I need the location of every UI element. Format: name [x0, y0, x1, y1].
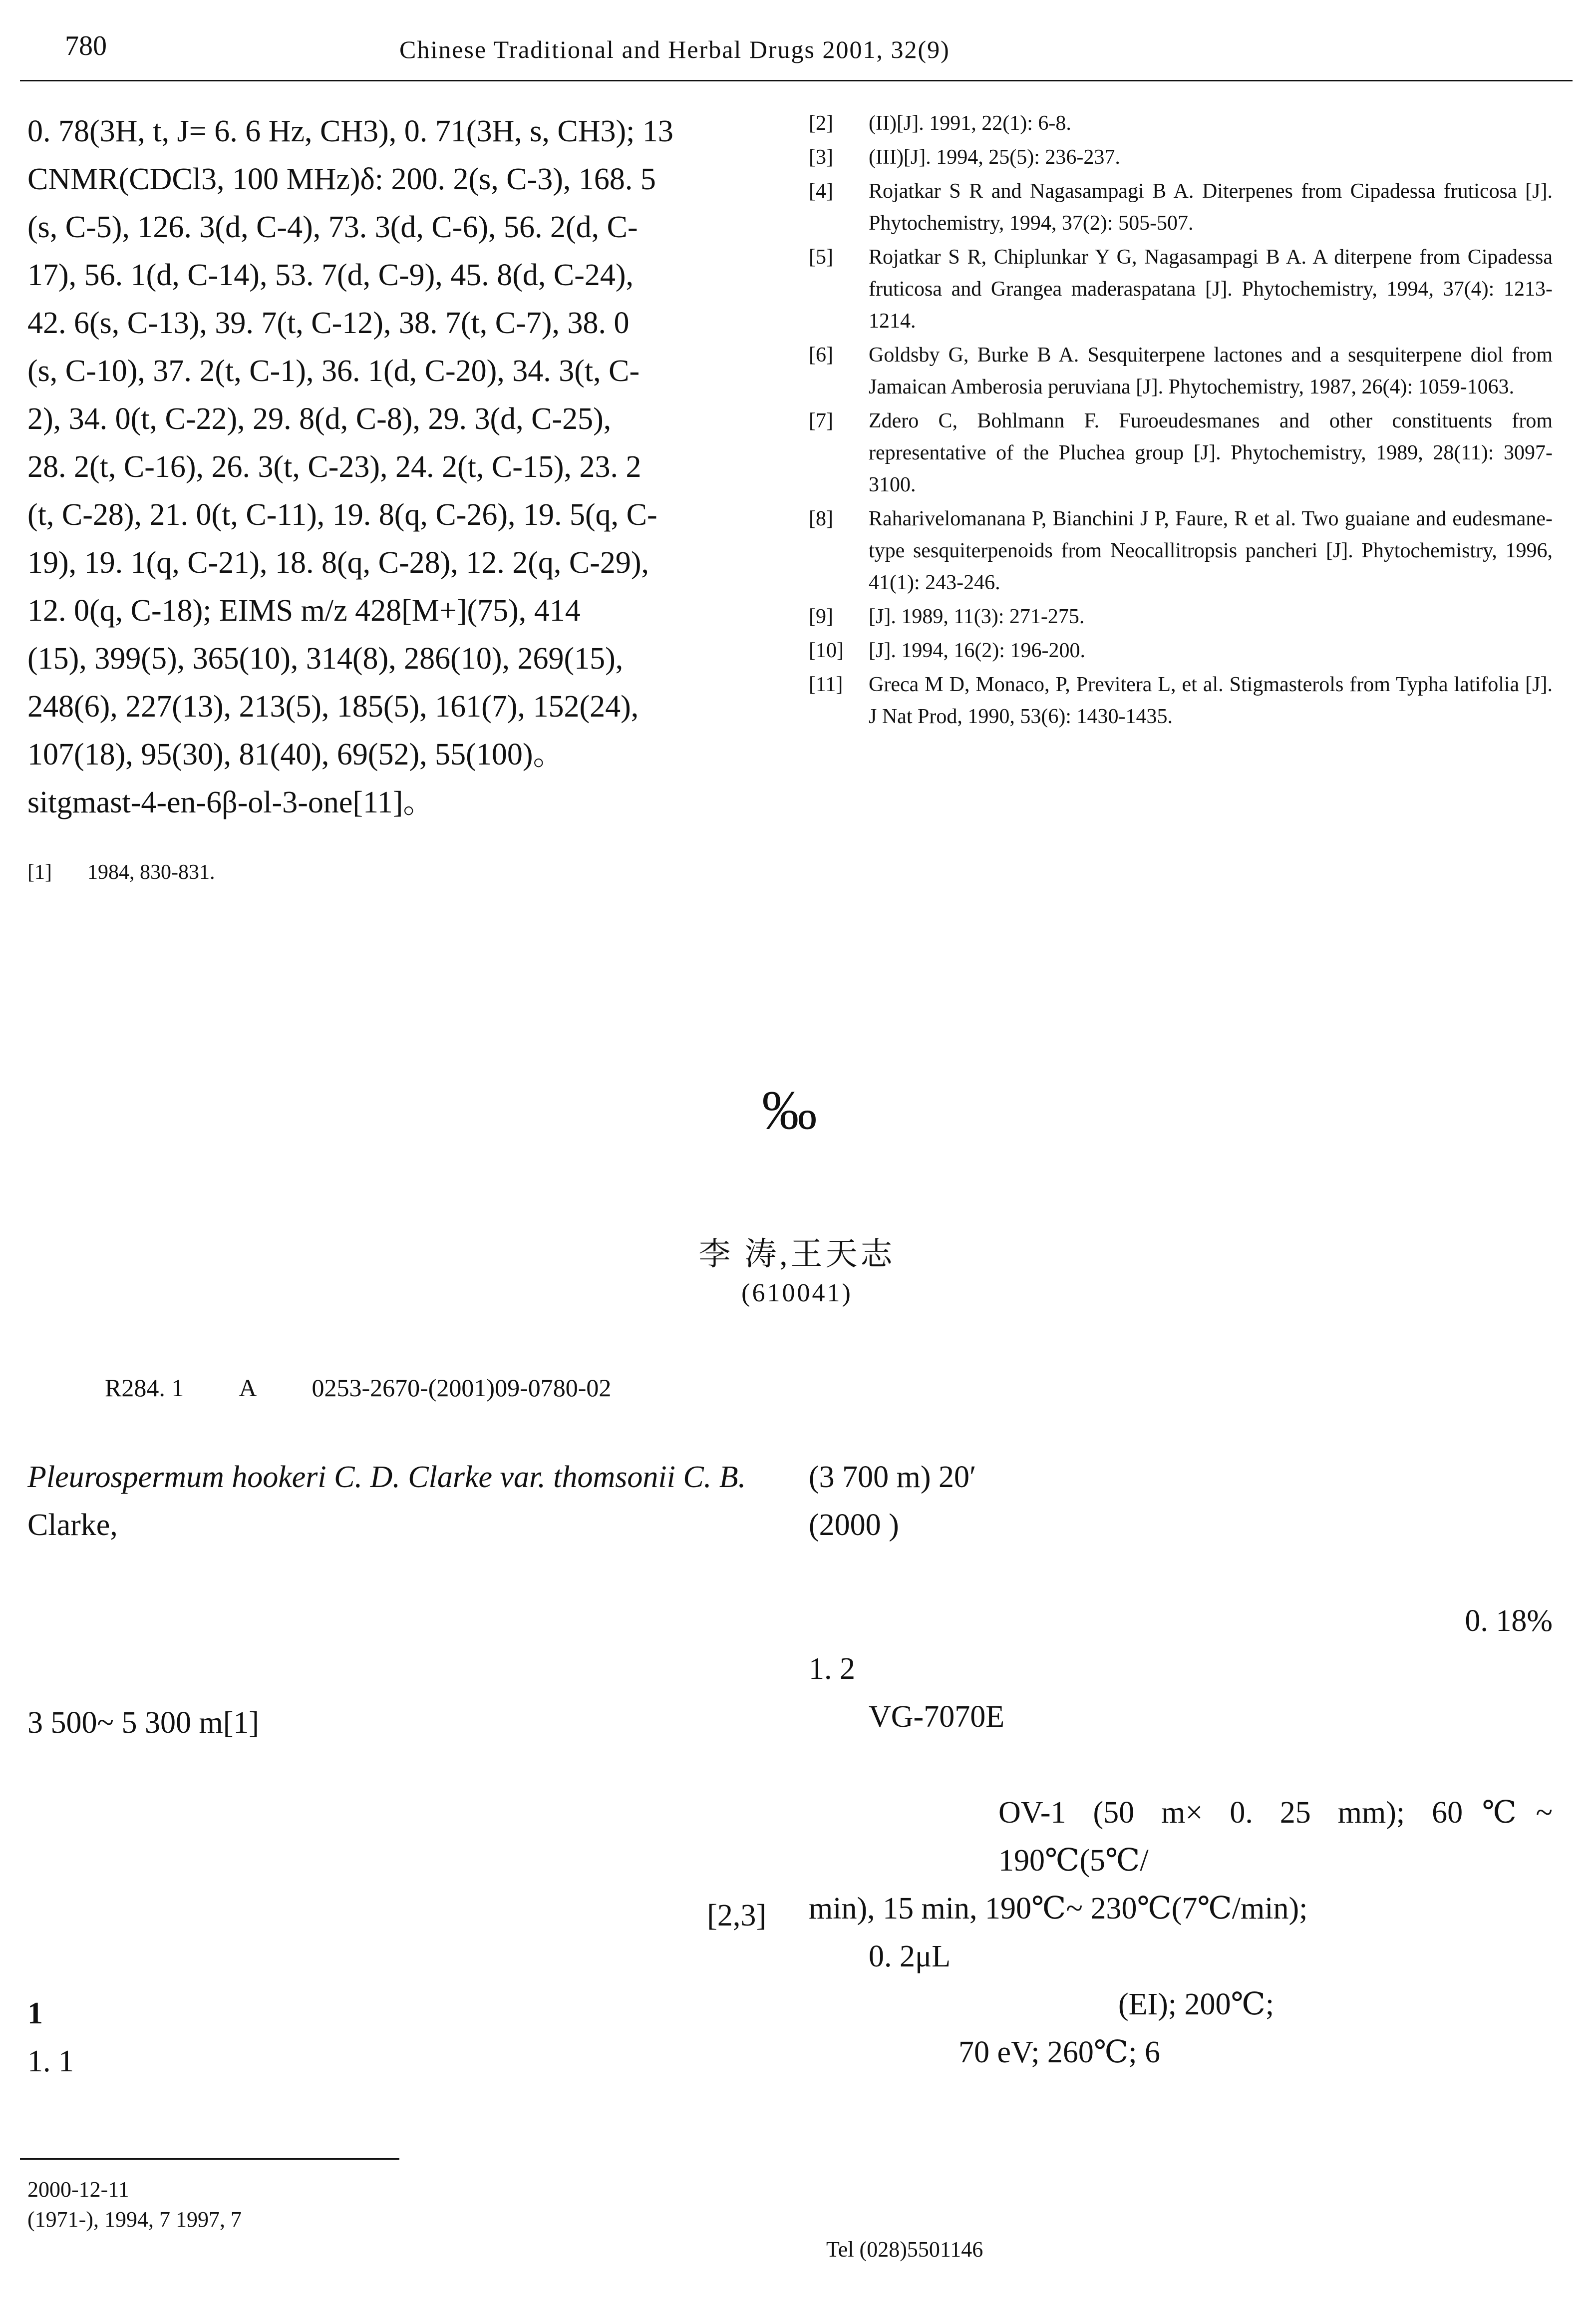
reference-number: [3]: [809, 146, 833, 169]
page-number: 780: [65, 30, 107, 61]
reference-item: [809, 339, 1553, 403]
reference-number: [8]: [809, 507, 833, 530]
footnote-rule: [20, 2158, 399, 2160]
reference-item: [809, 635, 1553, 667]
nmr-line: 19), 19. 1(q, C-21), 18. 8(q, C-28), 12. 2(q, C-29),: [27, 546, 649, 580]
footnote-received: 2000-12-11: [27, 2177, 129, 2202]
running-title: Chinese Traditional and Herbal Drugs 2001, 32(9): [399, 35, 950, 63]
article-authors: 李 涛,王天志: [698, 1236, 896, 1272]
references-right: [809, 107, 1553, 735]
footnote-author-info: (1971-), 1994, 7 1997, 7: [27, 2207, 242, 2232]
article-title: ‰: [762, 1080, 832, 1141]
nmr-line: 12. 0(q, C-18); EIMS m/z 428[M+](75), 414: [27, 594, 581, 628]
nmr-line: 107(18), 95(30), 81(40), 69(52), 55(100)。: [27, 738, 564, 772]
intro-line: Pleurospermum hookeri C. D. Clarke var. thomsonii C. B.: [27, 1460, 746, 1494]
reference-text: 1984, 830-831.: [87, 861, 215, 884]
footnotes: [27, 2175, 1565, 2265]
page-header: [20, 30, 1573, 75]
class-number: R284. 1: [105, 1374, 184, 1402]
reference-number: [1]: [27, 861, 52, 884]
reference-text: (II)[J]. 1991, 22(1): 6-8.: [869, 112, 1071, 135]
reference-text: Rojatkar S R and Nagasampagi B A. Diterpenes from Cipadessa fruticosa [J]. Phytochemistry, 1994, 37(2): 505-507.: [869, 180, 1553, 235]
reference-item: [809, 175, 1553, 239]
intro-line: [2,3]: [707, 1899, 766, 1933]
reference-text: [J]. 1994, 16(2): 196-200.: [869, 639, 1085, 662]
intro-line: min), 15 min, 190℃~ 230℃(7℃/min);: [809, 1892, 1308, 1926]
reference-item: [809, 503, 1553, 599]
nmr-line: (s, C-10), 37. 2(t, C-1), 36. 1(d, C-20), 34. 3(t, C-: [27, 354, 640, 388]
intro-line: (2000 ): [809, 1508, 899, 1542]
reference-number: [9]: [809, 605, 833, 628]
nmr-data-column: [27, 107, 766, 890]
reference-number: [6]: [809, 344, 833, 367]
nmr-line: 0. 78(3H, t, J= 6. 6 Hz, CH3), 0. 71(3H, s, CH3); 13: [27, 114, 673, 148]
reference-item: [809, 141, 1553, 173]
reference-number: [11]: [809, 673, 843, 696]
reference-text: Rojatkar S R, Chiplunkar Y G, Nagasampagi B A. A diterpene from Cipadessa fruticosa and Grangea maderaspatana [J]. Phytochemistry, 1994, 37(4): 1213-1214.: [869, 246, 1553, 333]
nmr-line: sitgmast-4-en-6β-ol-3-one[11]。: [27, 785, 434, 819]
intro-line: (EI); 200℃;: [1118, 1987, 1275, 2021]
references-left: [27, 856, 766, 888]
intro-line: OV-1 (50 m× 0. 25 mm); 60℃~ 190℃(5℃/: [998, 1796, 1553, 1878]
nmr-line: (s, C-5), 126. 3(d, C-4), 73. 3(d, C-6), 56. 2(d, C-: [27, 210, 638, 244]
nmr-line: CNMR(CDCl3, 100 MHz)δ: 200. 2(s, C-3), 168. 5: [27, 162, 656, 196]
article-id: 0253-2670-(2001)09-0780-02: [312, 1374, 612, 1402]
reference-number: [10]: [809, 639, 844, 662]
reference-number: [4]: [809, 180, 833, 203]
intro-line: 0. 2μL: [869, 1939, 951, 1973]
intro-line: (3 700 m) 20′: [809, 1460, 976, 1494]
intro-line: VG-7070E: [869, 1700, 1005, 1734]
reference-item: [809, 405, 1553, 501]
nmr-line: 17), 56. 1(d, C-14), 53. 7(d, C-9), 45. 8(d, C-24),: [27, 258, 634, 292]
nmr-line: 248(6), 227(13), 213(5), 185(5), 161(7), 152(24),: [27, 690, 639, 724]
reference-text: Zdero C, Bohlmann F. Furoeudesmanes and other constituents from representative of the Pluchea group [J]. Phytochemistry, 1989, 28(11): 3097-3100.: [869, 409, 1553, 496]
reference-number: [7]: [809, 409, 833, 432]
reference-item: [809, 669, 1553, 733]
reference-text: [J]. 1989, 11(3): 271-275.: [869, 605, 1085, 628]
reference-text: Goldsby G, Burke B A. Sesquiterpene lactones and a sesquiterpene diol from Jamaican Amberosia peruviana [J]. Phytochemistry, 1987, 26(4): 1059-1063.: [869, 344, 1553, 398]
classification-line: [105, 1373, 1503, 1402]
reference-number: [5]: [809, 246, 833, 269]
footnote-tel: Tel (028)5501146: [826, 2237, 983, 2262]
subsection-heading: 1. 2: [809, 1652, 855, 1686]
reference-item: [809, 241, 1553, 337]
reference-text: Greca M D, Monaco, P, Previtera L, et al. Stigmasterols from Typha latifolia [J]. J Nat Prod, 1990, 53(6): 1430-1435.: [869, 673, 1553, 728]
article-affiliation: (610041): [741, 1279, 853, 1307]
nmr-line: 28. 2(t, C-16), 26. 3(t, C-23), 24. 2(t, C-15), 23. 2: [27, 450, 641, 484]
intro-line: 0. 18%: [1465, 1604, 1553, 1638]
reference-text: Raharivelomanana P, Bianchini J P, Faure, R et al. Two guaiane and eudesmane-type sesquiterpenoids from Neocallitropsis pancheri [J]. Phytochemistry, 1996, 41(1): 243-246.: [869, 507, 1553, 594]
intro-line: 70 eV; 260℃; 6: [958, 2035, 1160, 2069]
nmr-line: 42. 6(s, C-13), 39. 7(t, C-12), 38. 7(t, C-7), 38. 0: [27, 306, 630, 340]
intro-left-column: [27, 1453, 766, 2085]
reference-item: [809, 107, 1553, 139]
document-code: A: [239, 1374, 257, 1402]
nmr-line: 2), 34. 0(t, C-22), 29. 8(d, C-8), 29. 3(d, C-25),: [27, 402, 612, 436]
section-heading: 1: [27, 1996, 43, 2030]
intro-line: Clarke,: [27, 1508, 118, 1542]
subsection-heading: 1. 1: [27, 2044, 74, 2078]
reference-item: [809, 601, 1553, 633]
reference-text: (III)[J]. 1994, 25(5): 236-237.: [869, 146, 1120, 169]
reference-number: [2]: [809, 112, 833, 135]
intro-line: 3 500~ 5 300 m[1]: [27, 1706, 260, 1740]
nmr-line: (15), 399(5), 365(10), 314(8), 286(10), 269(15),: [27, 642, 624, 676]
header-rule: [20, 80, 1573, 81]
nmr-line: (t, C-28), 21. 0(t, C-11), 19. 8(q, C-26), 19. 5(q, C-: [27, 498, 657, 532]
intro-right-column: [809, 1453, 1553, 2076]
reference-item: [27, 856, 766, 888]
